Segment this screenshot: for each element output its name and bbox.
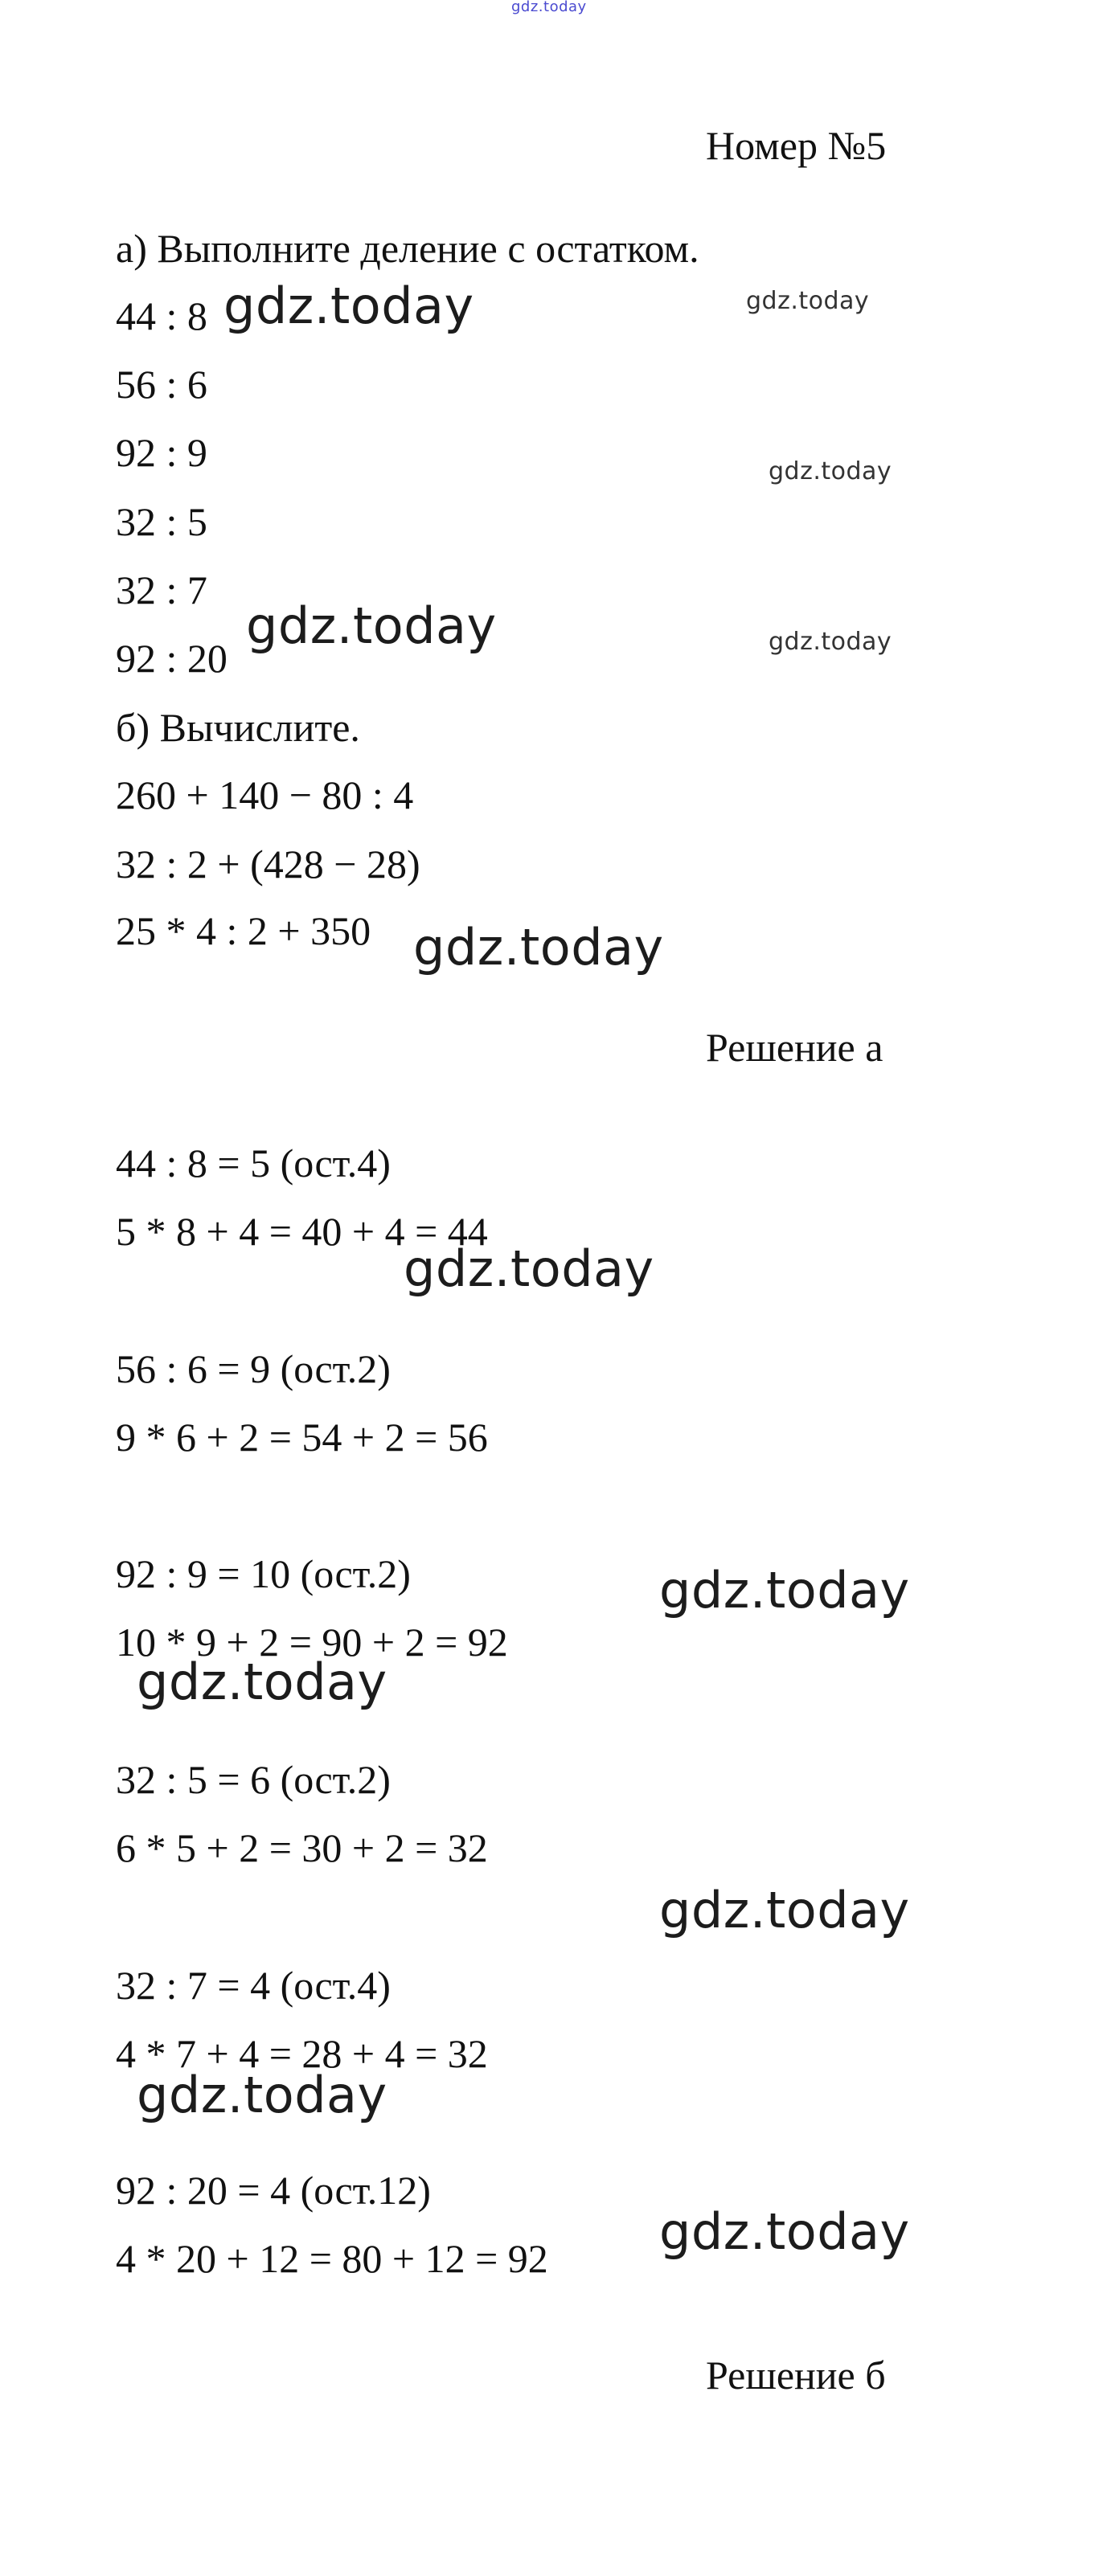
solution-division: 92 : 9 = 10 (ост.2) — [116, 1551, 411, 1596]
solution-check: 5 * 8 + 4 = 40 + 4 = 44 — [116, 1209, 488, 1254]
watermark: gdz.today — [659, 2202, 910, 2261]
solution-division: 32 : 5 = 6 (ост.2) — [116, 1757, 391, 1802]
task-a-item: 44 : 8 — [116, 293, 207, 338]
solution-division: 92 : 20 = 4 (ост.12) — [116, 2168, 431, 2213]
watermark: gdz.today — [659, 1881, 910, 1939]
task-b-item: 25 * 4 : 2 + 350 — [116, 908, 371, 953]
task-b-item: 32 : 2 + (428 − 28) — [116, 842, 420, 887]
solution-check: 9 * 6 + 2 = 54 + 2 = 56 — [116, 1415, 488, 1460]
task-b-heading: б) Вычислите. — [116, 705, 360, 750]
watermark: gdz.today — [404, 1239, 654, 1298]
watermark: gdz.today — [137, 1652, 387, 1711]
task-b-item: 260 + 140 − 80 : 4 — [116, 772, 414, 817]
watermark: gdz.today — [413, 918, 664, 977]
task-a-item: 32 : 7 — [116, 567, 207, 612]
task-a-item: 32 : 5 — [116, 499, 207, 544]
solution-check: 10 * 9 + 2 = 90 + 2 = 92 — [116, 1620, 508, 1665]
solution-check: 4 * 20 + 12 = 80 + 12 = 92 — [116, 2236, 548, 2281]
solution-a-title: Решение а — [706, 1025, 883, 1070]
solution-division: 32 : 7 = 4 (ост.4) — [116, 1963, 391, 2008]
task-a-item: 92 : 9 — [116, 430, 207, 475]
solution-division: 44 : 8 = 5 (ост.4) — [116, 1141, 391, 1186]
page-title: Номер №5 — [706, 123, 887, 168]
watermark: gdz.today — [769, 628, 892, 656]
solution-check: 4 * 7 + 4 = 28 + 4 = 32 — [116, 2031, 488, 2076]
watermark-top: gdz.today — [511, 0, 587, 15]
watermark: gdz.today — [746, 287, 870, 315]
watermark: gdz.today — [246, 596, 497, 655]
task-a-heading: а) Выполните деление с остатком. — [116, 226, 699, 271]
watermark: gdz.today — [659, 1561, 910, 1620]
watermark: gdz.today — [769, 457, 892, 485]
solution-division: 56 : 6 = 9 (ост.2) — [116, 1346, 391, 1391]
watermark: gdz.today — [223, 276, 474, 335]
task-a-item: 56 : 6 — [116, 362, 207, 407]
watermark: gdz.today — [137, 2066, 387, 2124]
solution-check: 6 * 5 + 2 = 30 + 2 = 32 — [116, 1825, 488, 1870]
task-a-item: 92 : 20 — [116, 636, 228, 681]
solution-b-title: Решение б — [706, 2353, 886, 2398]
